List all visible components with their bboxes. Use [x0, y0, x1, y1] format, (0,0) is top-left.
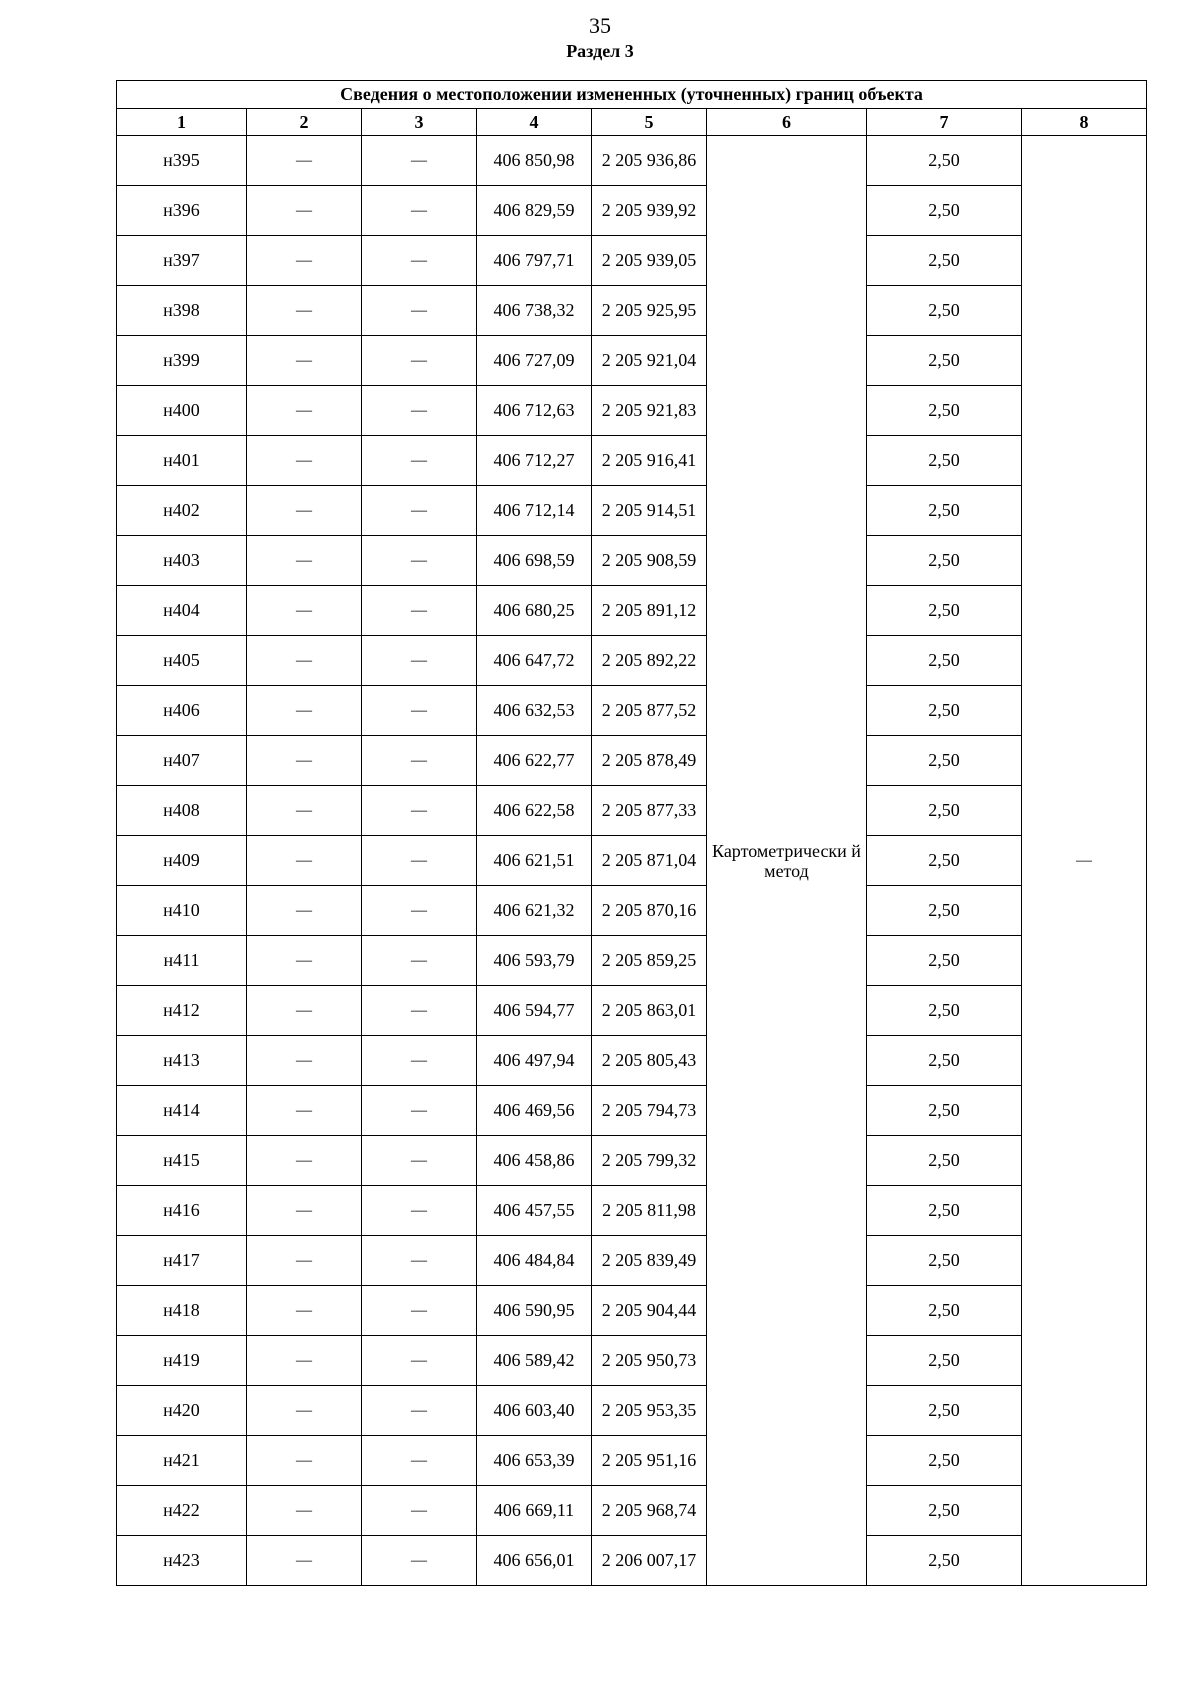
accuracy-cell: 2,50 — [867, 786, 1022, 836]
column-2-cell: — — [247, 836, 362, 886]
y-coordinate-cell: 2 205 877,52 — [592, 686, 707, 736]
y-coordinate-cell: 2 205 908,59 — [592, 536, 707, 586]
column-2-cell: — — [247, 386, 362, 436]
accuracy-cell: 2,50 — [867, 886, 1022, 936]
x-coordinate-cell: 406 621,32 — [477, 886, 592, 936]
x-coordinate-cell: 406 621,51 — [477, 836, 592, 886]
column-3-cell: — — [362, 686, 477, 736]
point-cell: н411 — [117, 936, 247, 986]
table-row — [117, 136, 1147, 186]
accuracy-cell: 2,50 — [867, 1236, 1022, 1286]
x-coordinate-cell: 406 603,40 — [477, 1386, 592, 1436]
table-row — [117, 1186, 1147, 1236]
column-3-cell: — — [362, 1236, 477, 1286]
x-coordinate-cell: 406 829,59 — [477, 186, 592, 236]
accuracy-cell: 2,50 — [867, 486, 1022, 536]
y-coordinate-cell: 2 205 939,05 — [592, 236, 707, 286]
x-coordinate-cell: 406 457,55 — [477, 1186, 592, 1236]
column-2-cell: — — [247, 586, 362, 636]
point-cell: н400 — [117, 386, 247, 436]
point-cell: н395 — [117, 136, 247, 186]
column-3-cell: — — [362, 1186, 477, 1236]
point-cell: н418 — [117, 1286, 247, 1336]
column-number-3: 3 — [362, 109, 477, 136]
accuracy-cell: 2,50 — [867, 1186, 1022, 1236]
method-cell: Картометрически й метод — [707, 136, 867, 1586]
table-row — [117, 1386, 1147, 1436]
column-8-cell: — — [1022, 136, 1147, 1586]
table-row — [117, 486, 1147, 536]
y-coordinate-cell: 2 205 936,86 — [592, 136, 707, 186]
x-coordinate-cell: 406 698,59 — [477, 536, 592, 586]
point-cell: н420 — [117, 1386, 247, 1436]
point-cell: н403 — [117, 536, 247, 586]
x-coordinate-cell: 406 589,42 — [477, 1336, 592, 1386]
x-coordinate-cell: 406 647,72 — [477, 636, 592, 686]
y-coordinate-cell: 2 205 953,35 — [592, 1386, 707, 1436]
column-number-5: 5 — [592, 109, 707, 136]
x-coordinate-cell: 406 497,94 — [477, 1036, 592, 1086]
table-row — [117, 1486, 1147, 1536]
x-coordinate-cell: 406 669,11 — [477, 1486, 592, 1536]
x-coordinate-cell: 406 712,14 — [477, 486, 592, 536]
table-row — [117, 1436, 1147, 1486]
y-coordinate-cell: 2 205 839,49 — [592, 1236, 707, 1286]
column-2-cell: — — [247, 1086, 362, 1136]
column-2-cell: — — [247, 136, 362, 186]
column-2-cell: — — [247, 336, 362, 386]
column-3-cell: — — [362, 636, 477, 686]
column-2-cell: — — [247, 886, 362, 936]
column-3-cell: — — [362, 986, 477, 1036]
accuracy-cell: 2,50 — [867, 1336, 1022, 1386]
table-row — [117, 636, 1147, 686]
table-row — [117, 386, 1147, 436]
table-body — [117, 136, 1147, 1586]
column-2-cell: — — [247, 1536, 362, 1586]
column-3-cell: — — [362, 886, 477, 936]
table-row — [117, 786, 1147, 836]
table-row — [117, 436, 1147, 486]
column-3-cell: — — [362, 1086, 477, 1136]
table-row — [117, 1236, 1147, 1286]
x-coordinate-cell: 406 622,58 — [477, 786, 592, 836]
column-3-cell: — — [362, 136, 477, 186]
y-coordinate-cell: 2 205 871,04 — [592, 836, 707, 886]
column-3-cell: — — [362, 1536, 477, 1586]
point-cell: н413 — [117, 1036, 247, 1086]
x-coordinate-cell: 406 797,71 — [477, 236, 592, 286]
accuracy-cell: 2,50 — [867, 986, 1022, 1036]
column-3-cell: — — [362, 786, 477, 836]
column-2-cell: — — [247, 1136, 362, 1186]
column-2-cell: — — [247, 936, 362, 986]
accuracy-cell: 2,50 — [867, 686, 1022, 736]
y-coordinate-cell: 2 205 870,16 — [592, 886, 707, 936]
accuracy-cell: 2,50 — [867, 1436, 1022, 1486]
y-coordinate-cell: 2 205 968,74 — [592, 1486, 707, 1536]
table-row — [117, 1286, 1147, 1336]
point-cell: н402 — [117, 486, 247, 536]
column-3-cell: — — [362, 1136, 477, 1186]
table-row — [117, 836, 1147, 886]
x-coordinate-cell: 406 469,56 — [477, 1086, 592, 1136]
point-cell: н399 — [117, 336, 247, 386]
accuracy-cell: 2,50 — [867, 236, 1022, 286]
column-2-cell: — — [247, 1036, 362, 1086]
accuracy-cell: 2,50 — [867, 586, 1022, 636]
x-coordinate-cell: 406 712,63 — [477, 386, 592, 436]
column-number-4: 4 — [477, 109, 592, 136]
accuracy-cell: 2,50 — [867, 1136, 1022, 1186]
section-title: Раздел 3 — [566, 41, 634, 61]
accuracy-cell: 2,50 — [867, 1036, 1022, 1086]
column-3-cell: — — [362, 186, 477, 236]
y-coordinate-cell: 2 205 921,83 — [592, 386, 707, 436]
point-cell: н408 — [117, 786, 247, 836]
accuracy-cell: 2,50 — [867, 936, 1022, 986]
y-coordinate-cell: 2 205 914,51 — [592, 486, 707, 536]
column-2-cell: — — [247, 1286, 362, 1336]
y-coordinate-cell: 2 205 892,22 — [592, 636, 707, 686]
x-coordinate-cell: 406 590,95 — [477, 1286, 592, 1336]
table-row — [117, 536, 1147, 586]
column-2-cell: — — [247, 686, 362, 736]
point-cell: н401 — [117, 436, 247, 486]
accuracy-cell: 2,50 — [867, 136, 1022, 186]
column-2-cell: — — [247, 1186, 362, 1236]
point-cell: н407 — [117, 736, 247, 786]
y-coordinate-cell: 2 205 921,04 — [592, 336, 707, 386]
column-3-cell: — — [362, 1036, 477, 1086]
accuracy-cell: 2,50 — [867, 286, 1022, 336]
point-cell: н398 — [117, 286, 247, 336]
accuracy-cell: 2,50 — [867, 436, 1022, 486]
point-cell: н419 — [117, 1336, 247, 1386]
y-coordinate-cell: 2 205 799,32 — [592, 1136, 707, 1186]
column-3-cell: — — [362, 1486, 477, 1536]
column-2-cell: — — [247, 1386, 362, 1436]
accuracy-cell: 2,50 — [867, 1536, 1022, 1586]
point-cell: н410 — [117, 886, 247, 936]
y-coordinate-cell: 2 205 794,73 — [592, 1086, 707, 1136]
column-3-cell: — — [362, 1336, 477, 1386]
page-number: 35 — [589, 13, 611, 38]
column-3-cell: — — [362, 486, 477, 536]
column-2-cell: — — [247, 436, 362, 486]
column-3-cell: — — [362, 936, 477, 986]
column-3-cell: — — [362, 1386, 477, 1436]
y-coordinate-cell: 2 205 925,95 — [592, 286, 707, 336]
column-3-cell: — — [362, 1436, 477, 1486]
column-3-cell: — — [362, 336, 477, 386]
accuracy-cell: 2,50 — [867, 336, 1022, 386]
column-2-cell: — — [247, 786, 362, 836]
point-cell: н422 — [117, 1486, 247, 1536]
point-cell: н404 — [117, 586, 247, 636]
x-coordinate-cell: 406 594,77 — [477, 986, 592, 1036]
point-cell: н421 — [117, 1436, 247, 1486]
column-2-cell: — — [247, 486, 362, 536]
accuracy-cell: 2,50 — [867, 736, 1022, 786]
x-coordinate-cell: 406 738,32 — [477, 286, 592, 336]
y-coordinate-cell: 2 205 950,73 — [592, 1336, 707, 1386]
column-2-cell: — — [247, 1336, 362, 1386]
x-coordinate-cell: 406 656,01 — [477, 1536, 592, 1586]
accuracy-cell: 2,50 — [867, 186, 1022, 236]
y-coordinate-cell: 2 205 878,49 — [592, 736, 707, 786]
y-coordinate-cell: 2 205 863,01 — [592, 986, 707, 1036]
table-row — [117, 586, 1147, 636]
column-3-cell: — — [362, 586, 477, 636]
table-row — [117, 1086, 1147, 1136]
table-row — [117, 736, 1147, 786]
accuracy-cell: 2,50 — [867, 1286, 1022, 1336]
accuracy-cell: 2,50 — [867, 636, 1022, 686]
point-cell: н397 — [117, 236, 247, 286]
x-coordinate-cell: 406 712,27 — [477, 436, 592, 486]
y-coordinate-cell: 2 205 939,92 — [592, 186, 707, 236]
x-coordinate-cell: 406 680,25 — [477, 586, 592, 636]
accuracy-cell: 2,50 — [867, 1086, 1022, 1136]
x-coordinate-cell: 406 593,79 — [477, 936, 592, 986]
column-2-cell: — — [247, 186, 362, 236]
column-3-cell: — — [362, 536, 477, 586]
boundary-coordinates-table — [116, 80, 1147, 1586]
y-coordinate-cell: 2 205 877,33 — [592, 786, 707, 836]
column-number-6: 6 — [707, 109, 867, 136]
y-coordinate-cell: 2 206 007,17 — [592, 1536, 707, 1586]
point-cell: н406 — [117, 686, 247, 736]
table-row — [117, 1136, 1147, 1186]
y-coordinate-cell: 2 205 951,16 — [592, 1436, 707, 1486]
table-row — [117, 236, 1147, 286]
x-coordinate-cell: 406 458,86 — [477, 1136, 592, 1186]
column-3-cell: — — [362, 386, 477, 436]
table-row — [117, 186, 1147, 236]
table-row — [117, 336, 1147, 386]
column-2-cell: — — [247, 286, 362, 336]
y-coordinate-cell: 2 205 805,43 — [592, 1036, 707, 1086]
column-2-cell: — — [247, 1236, 362, 1286]
y-coordinate-cell: 2 205 891,12 — [592, 586, 707, 636]
column-3-cell: — — [362, 1286, 477, 1336]
x-coordinate-cell: 406 850,98 — [477, 136, 592, 186]
column-3-cell: — — [362, 286, 477, 336]
column-3-cell: — — [362, 736, 477, 786]
point-cell: н415 — [117, 1136, 247, 1186]
table-row — [117, 986, 1147, 1036]
column-2-cell: — — [247, 736, 362, 786]
table-row — [117, 1536, 1147, 1586]
x-coordinate-cell: 406 484,84 — [477, 1236, 592, 1286]
table-caption: Сведения о местоположении измененных (уточненных) границ объекта — [117, 81, 1147, 109]
x-coordinate-cell: 406 653,39 — [477, 1436, 592, 1486]
column-number-8: 8 — [1022, 109, 1147, 136]
column-2-cell: — — [247, 1436, 362, 1486]
y-coordinate-cell: 2 205 916,41 — [592, 436, 707, 486]
x-coordinate-cell: 406 727,09 — [477, 336, 592, 386]
accuracy-cell: 2,50 — [867, 836, 1022, 886]
column-3-cell: — — [362, 236, 477, 286]
column-number-7: 7 — [867, 109, 1022, 136]
column-2-cell: — — [247, 1486, 362, 1536]
table-row — [117, 1036, 1147, 1086]
point-cell: н423 — [117, 1536, 247, 1586]
point-cell: н396 — [117, 186, 247, 236]
table-row — [117, 686, 1147, 736]
column-2-cell: — — [247, 986, 362, 1036]
column-2-cell: — — [247, 636, 362, 686]
x-coordinate-cell: 406 632,53 — [477, 686, 592, 736]
y-coordinate-cell: 2 205 859,25 — [592, 936, 707, 986]
column-3-cell: — — [362, 436, 477, 486]
y-coordinate-cell: 2 205 811,98 — [592, 1186, 707, 1236]
column-2-cell: — — [247, 536, 362, 586]
point-cell: н416 — [117, 1186, 247, 1236]
point-cell: н405 — [117, 636, 247, 686]
table-row — [117, 936, 1147, 986]
point-cell: н412 — [117, 986, 247, 1036]
accuracy-cell: 2,50 — [867, 386, 1022, 436]
accuracy-cell: 2,50 — [867, 536, 1022, 586]
table-row — [117, 286, 1147, 336]
column-2-cell: — — [247, 236, 362, 286]
x-coordinate-cell: 406 622,77 — [477, 736, 592, 786]
column-number-2: 2 — [247, 109, 362, 136]
accuracy-cell: 2,50 — [867, 1386, 1022, 1436]
accuracy-cell: 2,50 — [867, 1486, 1022, 1536]
table-row — [117, 886, 1147, 936]
point-cell: н414 — [117, 1086, 247, 1136]
column-number-1: 1 — [117, 109, 247, 136]
column-3-cell: — — [362, 836, 477, 886]
table-row — [117, 1336, 1147, 1386]
point-cell: н417 — [117, 1236, 247, 1286]
y-coordinate-cell: 2 205 904,44 — [592, 1286, 707, 1336]
point-cell: н409 — [117, 836, 247, 886]
